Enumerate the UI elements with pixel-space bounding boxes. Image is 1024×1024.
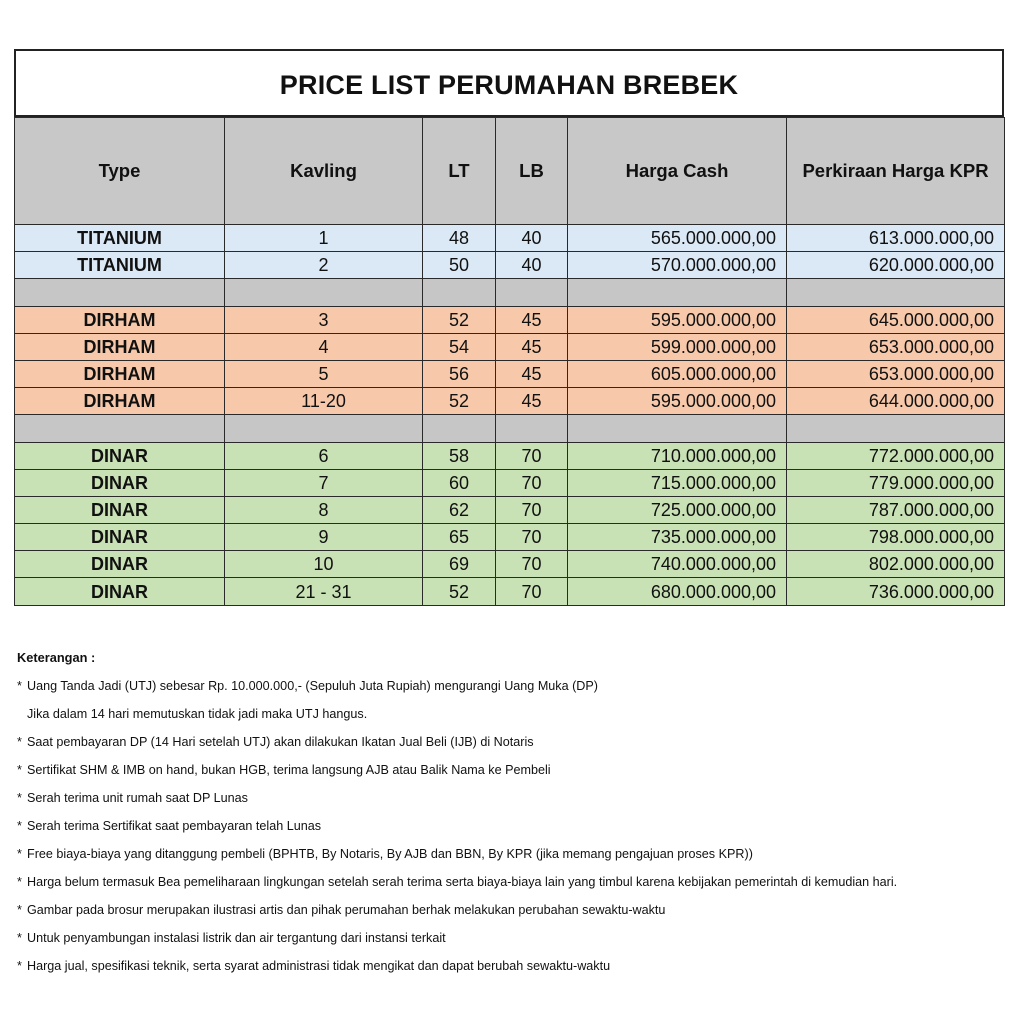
separator-cell <box>568 279 787 306</box>
cell-harga-cash: 605.000.000,00 <box>568 360 787 387</box>
note-item <box>17 789 1007 817</box>
cell-type: DINAR <box>15 496 225 523</box>
cell-harga-kpr: 798.000.000,00 <box>787 524 1005 551</box>
table-row <box>15 306 1005 333</box>
cell-kavling: 10 <box>225 551 423 578</box>
note-text: Gambar pada brosur merupakan ilustrasi artis dan pihak perumahan berhak melakukan perubahan sewaktu-waktu <box>27 903 666 917</box>
cell-lb: 45 <box>496 306 568 333</box>
table-row <box>15 225 1005 252</box>
note-text: Saat pembayaran DP (14 Hari setelah UTJ) akan dilakukan Ikatan Jual Beli (IJB) di Notaris <box>27 735 534 749</box>
note-text: Free biaya-biaya yang ditanggung pembeli (BPHTB, By Notaris, By AJB dan BBN, By KPR (jika memang pengajuan proses KPR)) <box>27 847 753 861</box>
table-row <box>15 578 1005 605</box>
cell-type: DINAR <box>15 524 225 551</box>
note-text: Sertifikat SHM & IMB on hand, bukan HGB, terima langsung AJB atau Balik Nama ke Pembeli <box>27 763 551 777</box>
page-title: PRICE LIST PERUMAHAN BREBEK <box>279 69 739 100</box>
separator-cell <box>423 415 496 442</box>
cell-lb: 45 <box>496 388 568 415</box>
cell-kavling: 21 - 31 <box>225 578 423 605</box>
section-separator-row <box>15 279 1005 306</box>
cell-type: TITANIUM <box>15 225 225 252</box>
cell-type: DIRHAM <box>15 306 225 333</box>
note-bullet: * <box>17 847 22 861</box>
cell-lt: 50 <box>423 252 496 279</box>
col-header-harga-kpr: Perkiraan Harga KPR <box>787 118 1005 225</box>
cell-harga-cash: 570.000.000,00 <box>568 252 787 279</box>
price-list-sheet <box>14 49 1004 606</box>
note-text: Harga belum termasuk Bea pemeliharaan lingkungan setelah serah terima serta biaya-biaya lain yang timbul karena kebijakan pemerintah di kemudian hari. <box>27 875 898 889</box>
cell-harga-cash: 595.000.000,00 <box>568 388 787 415</box>
cell-type: DINAR <box>15 578 225 605</box>
cell-lb: 70 <box>496 442 568 469</box>
cell-harga-cash: 565.000.000,00 <box>568 225 787 252</box>
note-bullet: * <box>17 679 22 693</box>
cell-lt: 58 <box>423 442 496 469</box>
note-item <box>17 873 1007 901</box>
cell-lt: 52 <box>423 388 496 415</box>
header-row <box>15 118 1005 225</box>
cell-lb: 45 <box>496 360 568 387</box>
cell-type: TITANIUM <box>15 252 225 279</box>
note-item <box>17 733 1007 761</box>
cell-lt: 48 <box>423 225 496 252</box>
cell-kavling: 2 <box>225 252 423 279</box>
note-item <box>17 845 1007 873</box>
separator-cell <box>496 279 568 306</box>
note-item <box>17 677 1007 705</box>
cell-harga-kpr: 653.000.000,00 <box>787 360 1005 387</box>
cell-harga-kpr: 653.000.000,00 <box>787 333 1005 360</box>
separator-cell <box>225 415 423 442</box>
cell-lb: 70 <box>496 578 568 605</box>
table-row <box>15 469 1005 496</box>
separator-cell <box>15 415 225 442</box>
cell-harga-kpr: 645.000.000,00 <box>787 306 1005 333</box>
cell-lt: 54 <box>423 333 496 360</box>
table-row <box>15 252 1005 279</box>
cell-kavling: 6 <box>225 442 423 469</box>
cell-kavling: 11-20 <box>225 388 423 415</box>
separator-cell <box>496 415 568 442</box>
note-item <box>17 957 1007 985</box>
cell-kavling: 8 <box>225 496 423 523</box>
cell-lt: 52 <box>423 306 496 333</box>
section-separator-row <box>15 415 1005 442</box>
col-header-harga-cash: Harga Cash <box>568 118 787 225</box>
note-text: Untuk penyambungan instalasi listrik dan air tergantung dari instansi terkait <box>27 931 446 945</box>
cell-kavling: 5 <box>225 360 423 387</box>
cell-lt: 62 <box>423 496 496 523</box>
table-row <box>15 496 1005 523</box>
cell-lt: 52 <box>423 578 496 605</box>
cell-kavling: 1 <box>225 225 423 252</box>
separator-cell <box>787 279 1005 306</box>
cell-lb: 45 <box>496 333 568 360</box>
notes-section <box>17 650 1007 985</box>
note-item <box>17 817 1007 845</box>
col-header-lb: LB <box>496 118 568 225</box>
cell-harga-cash: 599.000.000,00 <box>568 333 787 360</box>
note-text: Serah terima unit rumah saat DP Lunas <box>27 791 248 805</box>
cell-harga-kpr: 736.000.000,00 <box>787 578 1005 605</box>
col-header-kavling: Kavling <box>225 118 423 225</box>
cell-harga-kpr: 620.000.000,00 <box>787 252 1005 279</box>
cell-harga-cash: 680.000.000,00 <box>568 578 787 605</box>
notes-heading: Keterangan : <box>17 650 96 665</box>
cell-lb: 40 <box>496 225 568 252</box>
cell-lb: 70 <box>496 551 568 578</box>
note-item <box>17 901 1007 929</box>
cell-harga-cash: 710.000.000,00 <box>568 442 787 469</box>
separator-cell <box>787 415 1005 442</box>
cell-type: DIRHAM <box>15 388 225 415</box>
table-row <box>15 333 1005 360</box>
cell-lb: 70 <box>496 524 568 551</box>
price-table <box>14 117 1005 606</box>
col-header-lt: LT <box>423 118 496 225</box>
cell-lt: 56 <box>423 360 496 387</box>
note-text: Harga jual, spesifikasi teknik, serta syarat administrasi tidak mengikat dan dapat berubah sewaktu-waktu <box>27 959 611 973</box>
note-text: Jika dalam 14 hari memutuskan tidak jadi maka UTJ hangus. <box>27 707 368 721</box>
cell-harga-cash: 595.000.000,00 <box>568 306 787 333</box>
cell-lt: 65 <box>423 524 496 551</box>
separator-cell <box>15 279 225 306</box>
separator-cell <box>568 415 787 442</box>
cell-harga-kpr: 772.000.000,00 <box>787 442 1005 469</box>
cell-lb: 40 <box>496 252 568 279</box>
cell-harga-kpr: 802.000.000,00 <box>787 551 1005 578</box>
note-item <box>17 761 1007 789</box>
cell-harga-kpr: 613.000.000,00 <box>787 225 1005 252</box>
cell-harga-kpr: 787.000.000,00 <box>787 496 1005 523</box>
cell-kavling: 4 <box>225 333 423 360</box>
table-row <box>15 551 1005 578</box>
cell-type: DINAR <box>15 469 225 496</box>
col-header-type: Type <box>15 118 225 225</box>
table-row <box>15 524 1005 551</box>
note-bullet: * <box>17 959 22 973</box>
note-bullet: * <box>17 903 22 917</box>
cell-type: DINAR <box>15 551 225 578</box>
cell-lb: 70 <box>496 469 568 496</box>
title-box <box>14 49 1004 117</box>
cell-harga-kpr: 779.000.000,00 <box>787 469 1005 496</box>
separator-cell <box>225 279 423 306</box>
cell-kavling: 3 <box>225 306 423 333</box>
table-row <box>15 360 1005 387</box>
note-text: Uang Tanda Jadi (UTJ) sebesar Rp. 10.000.000,- (Sepuluh Juta Rupiah) mengurangi Uang Muka (DP) <box>27 679 598 693</box>
separator-cell <box>423 279 496 306</box>
note-item <box>17 705 1007 733</box>
cell-kavling: 7 <box>225 469 423 496</box>
note-bullet: * <box>17 875 22 889</box>
cell-harga-cash: 725.000.000,00 <box>568 496 787 523</box>
cell-lt: 60 <box>423 469 496 496</box>
note-bullet: * <box>17 735 22 749</box>
cell-harga-cash: 715.000.000,00 <box>568 469 787 496</box>
note-bullet: * <box>17 791 22 805</box>
note-bullet: * <box>17 931 22 945</box>
cell-harga-cash: 740.000.000,00 <box>568 551 787 578</box>
note-bullet: * <box>17 763 22 777</box>
note-bullet: * <box>17 819 22 833</box>
price-table-body <box>15 225 1005 606</box>
cell-lt: 69 <box>423 551 496 578</box>
notes-list <box>17 677 1007 985</box>
cell-harga-cash: 735.000.000,00 <box>568 524 787 551</box>
cell-type: DINAR <box>15 442 225 469</box>
cell-type: DIRHAM <box>15 360 225 387</box>
cell-type: DIRHAM <box>15 333 225 360</box>
note-text: Serah terima Sertifikat saat pembayaran telah Lunas <box>27 819 322 833</box>
cell-lb: 70 <box>496 496 568 523</box>
cell-harga-kpr: 644.000.000,00 <box>787 388 1005 415</box>
table-row <box>15 442 1005 469</box>
cell-kavling: 9 <box>225 524 423 551</box>
table-row <box>15 388 1005 415</box>
note-item <box>17 929 1007 957</box>
